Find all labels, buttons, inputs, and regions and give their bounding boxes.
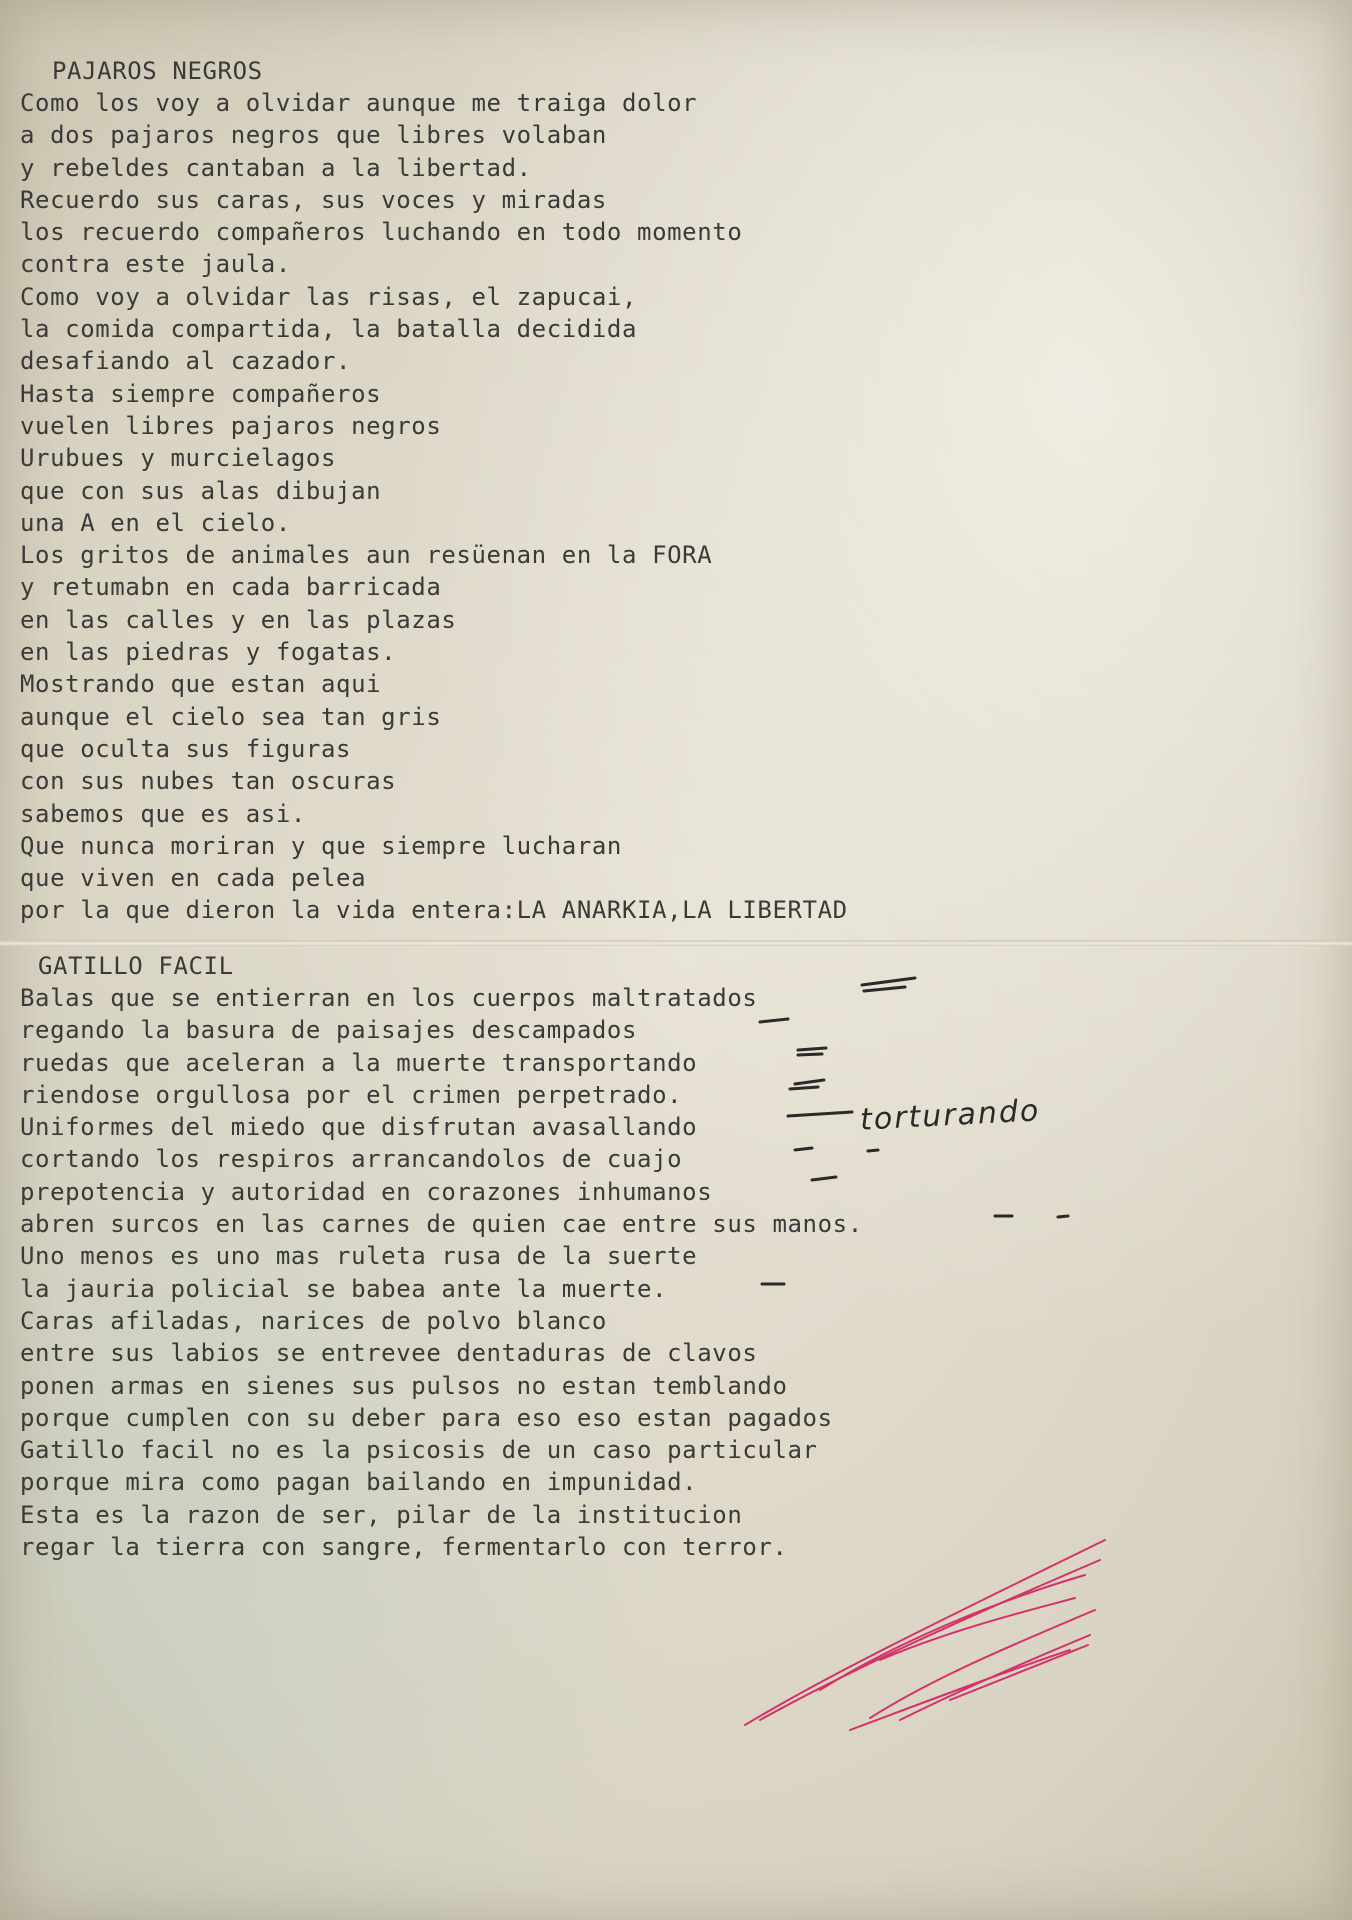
poem-line: ruedas que aceleran a la muerte transportando (20, 1048, 698, 1077)
poem-line: y rebeldes cantaban a la libertad. (20, 153, 532, 182)
poem-line: Gatillo facil no es la psicosis de un caso particular (20, 1436, 818, 1465)
poem-line: una A en el cielo. (20, 508, 291, 537)
poem-line: Como voy a olvidar las risas, el zapucai, (20, 282, 638, 311)
poem-line: prepotencia y autoridad en corazones inhumanos (20, 1177, 713, 1206)
poem-line: Los gritos de animales aun resüenan en la FORA (20, 541, 713, 570)
poem-title: GATILLO FACIL (38, 952, 234, 980)
poem-line: Que nunca moriran y que siempre lucharan (20, 831, 622, 860)
poem-line: contra este jaula. (20, 250, 291, 279)
poem-line: cortando los respiros arrancandolos de cuajo (20, 1145, 683, 1174)
poem-line: que con sus alas dibujan (20, 476, 382, 505)
poem-line: regar la tierra con sangre, fermentarlo con terror. (20, 1533, 788, 1562)
poem-line: Balas que se entierran en los cuerpos maltratados (20, 984, 758, 1012)
poem-line: regando la basura de paisajes descampados (20, 1016, 638, 1045)
poem-line: Como los voy a olvidar aunque me traiga dolor (20, 89, 698, 117)
poem-line: por la que dieron la vida entera:LA ANARKIA,LA LIBERTAD (20, 896, 848, 925)
poem-line: Uno menos es uno mas ruleta rusa de la suerte (20, 1242, 698, 1271)
poem-title: PAJAROS NEGROS (52, 57, 263, 85)
poem-line: Mostrando que estan aqui (20, 670, 382, 699)
poem-line: porque cumplen con su deber para eso eso estan pagados (20, 1403, 833, 1432)
handwritten-note: torturando (859, 1093, 1042, 1138)
poem-line: Urubues y murcielagos (20, 444, 337, 473)
poem-line: Caras afiladas, narices de polvo blanco (20, 1306, 607, 1335)
poem-line: riendose orgullosa por el crimen perpetrado. (20, 1080, 683, 1109)
poem-line: porque mira como pagan bailando en impunidad. (20, 1468, 698, 1497)
poem-line: entre sus labios se entrevee dentaduras de clavos (20, 1339, 758, 1368)
poem-line: con sus nubes tan oscuras (20, 767, 397, 796)
poem-line: abren surcos en las carnes de quien cae entre sus manos. (20, 1210, 863, 1239)
poem-pajaros-negros (20, 55, 1020, 927)
poem-line: que viven en cada pelea (20, 864, 367, 893)
poem-line: a dos pajaros negros que libres volaban (20, 121, 607, 150)
poem-line: Esta es la razon de ser, pilar de la institucion (20, 1500, 743, 1529)
poem-gatillo-facil (20, 950, 1020, 1563)
poem-line: sabemos que es asi. (20, 799, 306, 828)
poem-line: ponen armas en sienes sus pulsos no estan temblando (20, 1371, 788, 1400)
poem-line: Uniformes del miedo que disfrutan avasallando (20, 1113, 698, 1142)
poem-line: la jauria policial se babea ante la muerte. (20, 1274, 668, 1303)
poem-line: vuelen libres pajaros negros (20, 411, 442, 440)
poem-line: desafiando al cazador. (20, 347, 352, 376)
poem-line: los recuerdo compañeros luchando en todo momento (20, 218, 743, 247)
poem-line: en las calles y en las plazas (20, 605, 457, 634)
poem-line: Recuerdo sus caras, sus voces y miradas (20, 185, 607, 214)
poem-line: y retumabn en cada barricada (20, 573, 442, 602)
poem-line: la comida compartida, la batalla decidida (20, 315, 638, 344)
red-scribble (745, 1540, 1105, 1730)
poem-line: Hasta siempre compañeros (20, 379, 382, 408)
poem-line: aunque el cielo sea tan gris (20, 702, 442, 731)
poem-line: que oculta sus figuras (20, 734, 352, 763)
fold-crease (0, 940, 1352, 946)
poem-line: en las piedras y fogatas. (20, 638, 397, 667)
